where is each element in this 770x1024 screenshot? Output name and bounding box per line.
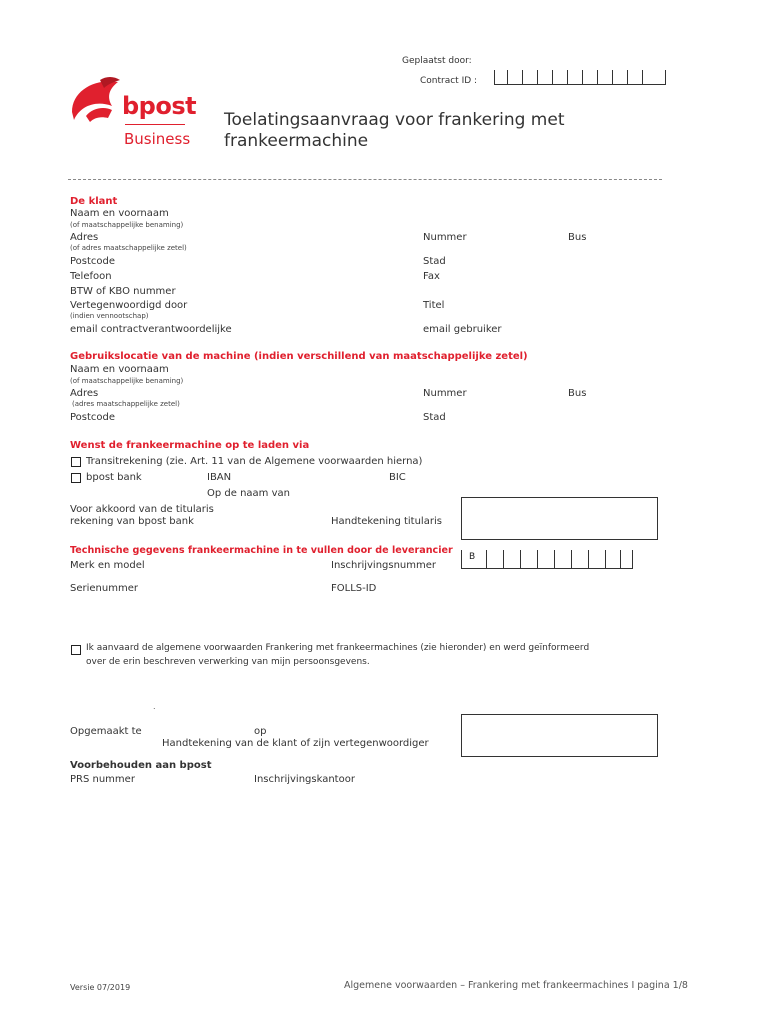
make-model-label: Merk en model (70, 560, 145, 571)
transit-account-checkbox[interactable] (71, 457, 81, 467)
page-title-line2: frankeermachine (224, 131, 369, 151)
registration-office-label: Inschrijvingskantoor (254, 774, 355, 785)
page-title-line1: Toelatingsaanvraag voor frankering met (224, 110, 565, 130)
iban-label: IBAN (207, 472, 232, 483)
client-signature-box[interactable] (461, 714, 658, 757)
header-divider (68, 179, 662, 180)
placed-by-label: Geplaatst door: (402, 56, 472, 66)
location-address-note: (adres maatschappelijke zetel) (72, 400, 180, 408)
bic-label: BIC (389, 472, 406, 483)
location-city-label: Stad (423, 412, 446, 423)
consent-text-line1: Ik aanvaard de algemene voorwaarden Frankering met frankeermachines (zie hieronder) en werd geïnformeerd (86, 643, 590, 653)
client-postcode-label: Postcode (70, 256, 116, 267)
client-signature-label: Handtekening van de klant of zijn vertegenwoordiger (162, 738, 429, 749)
logo-brand-text: bpost (122, 92, 197, 120)
transit-account-label: Transitrekening (zie. Art. 11 van de Algemene voorwaarden hierna) (86, 456, 423, 467)
contract-id-label: Contract ID : (420, 76, 478, 86)
client-represented-note: (indien vennootschap) (70, 312, 149, 320)
made-at-label: Opgemaakt te (70, 726, 142, 737)
b-prefix: B (469, 552, 476, 562)
client-number-label: Nummer (423, 232, 467, 243)
client-name-label: Naam en voornaam (70, 208, 169, 219)
client-address-note: (of adres maatschappelijke zetel) (70, 244, 187, 252)
technical-heading: Technische gegevens frankeermachine in te vullen door de leverancier (70, 545, 453, 556)
footer-terms-label: Algemene voorwaarden – Frankering met frankeermachines I pagina 1/8 (344, 980, 688, 991)
loading-heading: Wenst de frankeermachine op te laden via (70, 440, 310, 451)
client-address-label: Adres (70, 232, 99, 243)
client-role-label: Titel (423, 300, 445, 311)
client-email-user-label: email gebruiker (423, 324, 502, 335)
location-postcode-label: Postcode (70, 412, 116, 423)
location-heading: Gebruikslocatie van de machine (indien verschillend van maatschappelijke zetel) (70, 351, 528, 362)
version-label: Versie 07/2019 (70, 983, 131, 992)
registration-number-field[interactable] (461, 550, 633, 569)
logo-sub-text: Business (124, 130, 191, 148)
bpost-bank-checkbox[interactable] (71, 473, 81, 483)
signature-dot: . (153, 702, 156, 711)
location-bus-label: Bus (568, 388, 587, 399)
client-represented-label: Vertegenwoordigd door (70, 300, 188, 311)
location-number-label: Nummer (423, 388, 467, 399)
client-name-note: (of maatschappelijke benaming) (70, 221, 184, 229)
holder-signature-label: Handtekening titularis (331, 516, 442, 527)
location-name-label: Naam en voornaam (70, 364, 169, 375)
contract-id-field[interactable] (494, 70, 666, 85)
consent-checkbox[interactable] (71, 645, 81, 655)
on-name-label: Op de naam van (207, 488, 290, 499)
location-name-note: (of maatschappelijke benaming) (70, 377, 184, 385)
client-heading: De klant (70, 196, 118, 207)
reserved-heading: Voorbehouden aan bpost (70, 760, 212, 771)
holder-signature-box[interactable] (461, 497, 658, 540)
agree-label-line2: rekening van bpost bank (70, 516, 194, 527)
bpost-logo (66, 72, 196, 152)
client-bus-label: Bus (568, 232, 587, 243)
serial-label: Serienummer (70, 583, 138, 594)
client-vat-label: BTW of KBO nummer (70, 286, 176, 297)
client-city-label: Stad (423, 256, 446, 267)
made-on-label: op (254, 726, 267, 737)
registration-label: Inschrijvingsnummer (331, 560, 437, 571)
consent-text-line2: over de erin beschreven verwerking van mijn persoonsgevens. (86, 657, 370, 667)
logo-divider (125, 124, 185, 125)
client-email-contract-label: email contractverantwoordelijke (70, 324, 232, 335)
agree-label-line1: Voor akkoord van de titularis (70, 504, 214, 515)
client-fax-label: Fax (423, 271, 440, 282)
prs-number-label: PRS nummer (70, 774, 135, 785)
location-address-label: Adres (70, 388, 99, 399)
folls-id-label: FOLLS-ID (331, 583, 377, 594)
bpost-bank-label: bpost bank (86, 472, 142, 483)
client-phone-label: Telefoon (70, 271, 112, 282)
